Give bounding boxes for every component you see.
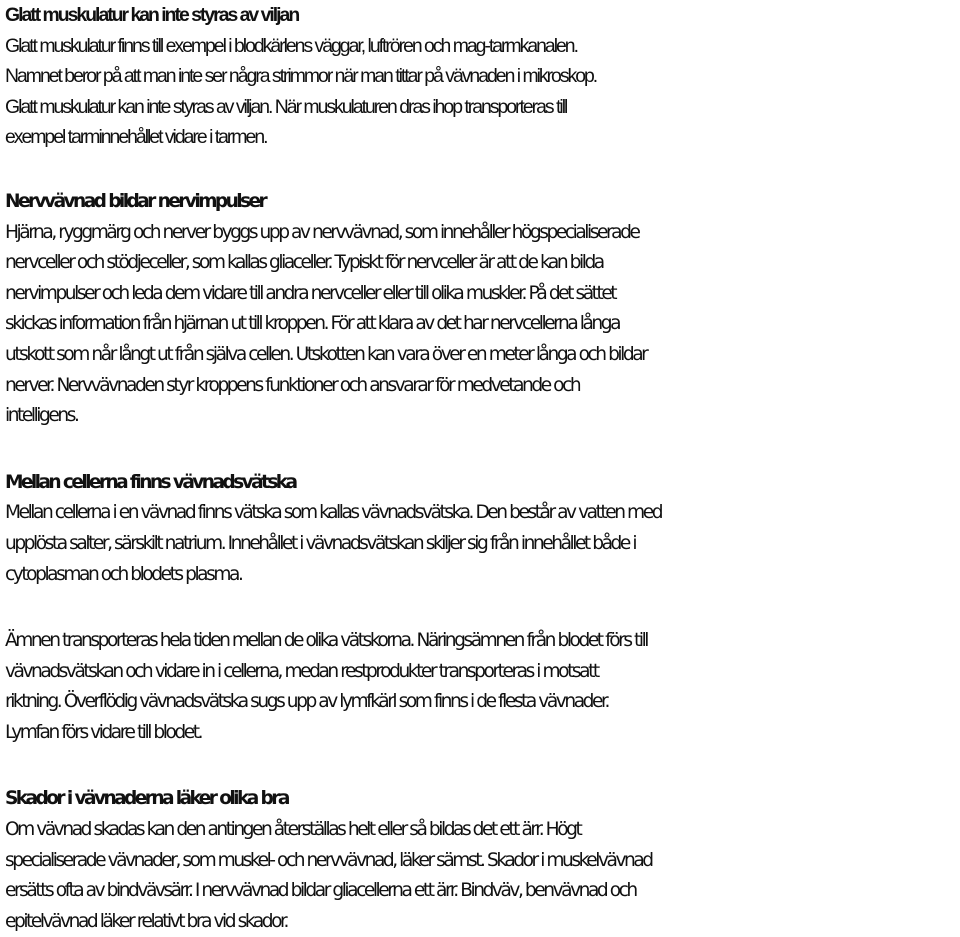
paragraph-line: epitelvävnad läker relativt bra vid skador. bbox=[5, 910, 287, 932]
paragraph-line: Lymfan förs vidare till blodet. bbox=[5, 721, 202, 743]
paragraph-line: utskott som når långt ut från själva cellen. Utskotten kan vara över en meter långa och bildar bbox=[5, 343, 647, 365]
paragraph-line: Namnet beror på att man inte ser några strimmor när man tittar på vävnaden i mikroskop. bbox=[5, 65, 597, 88]
paragraph-line: riktning. Överflödig vävnadsvätska sugs upp av lymfkärl som finns i de flesta vävnader. bbox=[5, 691, 608, 713]
section-tissue-fluid bbox=[5, 468, 957, 590]
section-tissue-healing bbox=[5, 784, 957, 937]
paragraph-line: vävnadsvätskan och vidare in i cellerna, medan restprodukter transporteras i motsatt bbox=[5, 660, 598, 682]
section-smooth-muscle bbox=[5, 0, 957, 153]
section-heading: Glatt muskulatur kan inte styras av viljan bbox=[5, 4, 299, 26]
section-nerve-tissue bbox=[5, 187, 957, 432]
paragraph-line: Glatt muskulatur finns till exempel i blodkärlens väggar, luftrören och mag-tarmkanalen. bbox=[5, 34, 577, 57]
section-heading: Skador i vävnaderna läker olika bra bbox=[5, 788, 288, 810]
paragraph-line: cytoplasman och blodets plasma. bbox=[5, 563, 242, 585]
paragraph-line: Ämnen transporteras hela tiden mellan de olika vätskorna. Näringsämnen från blodet förs till bbox=[5, 630, 648, 652]
paragraph-line: nervimpulser och leda dem vidare till andra nervceller eller till olika muskler. På det sättet bbox=[5, 282, 616, 304]
section-heading: Mellan cellerna finns vävnadsvätska bbox=[5, 471, 296, 493]
section-paragraph bbox=[5, 815, 957, 937]
paragraph-line: ersätts ofta av bindvävsärr. I nervvävnad bildar gliacellerna ett ärr. Bindväv, benvävnad och bbox=[5, 880, 636, 902]
paragraph-line: Glatt muskulatur kan inte styras av viljan. När muskulaturen dras ihop transporteras till bbox=[5, 95, 567, 118]
paragraph-line: specialiserade vävnader, som muskel- och nervvävnad, läker sämst. Skador i muskelvävnad bbox=[5, 849, 652, 871]
section-fluid-transport bbox=[5, 626, 957, 748]
paragraph-line: skickas information från hjärnan ut till kroppen. För att klara av det har nervcellerna långa bbox=[5, 313, 620, 335]
section-paragraph bbox=[5, 31, 957, 153]
paragraph-line: upplösta salter, särskilt natrium. Innehållet i vävnadsvätskan skiljer sig från innehållet både i bbox=[5, 532, 636, 554]
paragraph-line: exempel tarminnehållet vidare i tarmen. bbox=[5, 126, 267, 149]
paragraph-line: Hjärna, ryggmärg och nerver byggs upp av nervvävnad, som innehåller högspecialiserade bbox=[5, 221, 639, 243]
paragraph-line: intelligens. bbox=[5, 405, 78, 427]
paragraph-line: Om vävnad skadas kan den antingen återställas helt eller så bildas det ett ärr. Högt bbox=[5, 819, 581, 841]
section-paragraph bbox=[5, 218, 957, 432]
section-heading: Nervvävnad bildar nervimpulser bbox=[5, 190, 266, 212]
paragraph-line: nerver. Nervvävnaden styr kroppens funktioner och ansvarar för medvetande och bbox=[5, 374, 580, 396]
section-paragraph bbox=[5, 626, 957, 748]
section-paragraph bbox=[5, 498, 957, 590]
document-page bbox=[5, 0, 957, 937]
paragraph-line: nervceller och stödjeceller, som kallas gliaceller. Typiskt för nervceller är att de kan bilda bbox=[5, 252, 603, 274]
paragraph-line: Mellan cellerna i en vävnad finns vätska som kallas vävnadsvätska. Den består av vatten med bbox=[5, 502, 662, 524]
